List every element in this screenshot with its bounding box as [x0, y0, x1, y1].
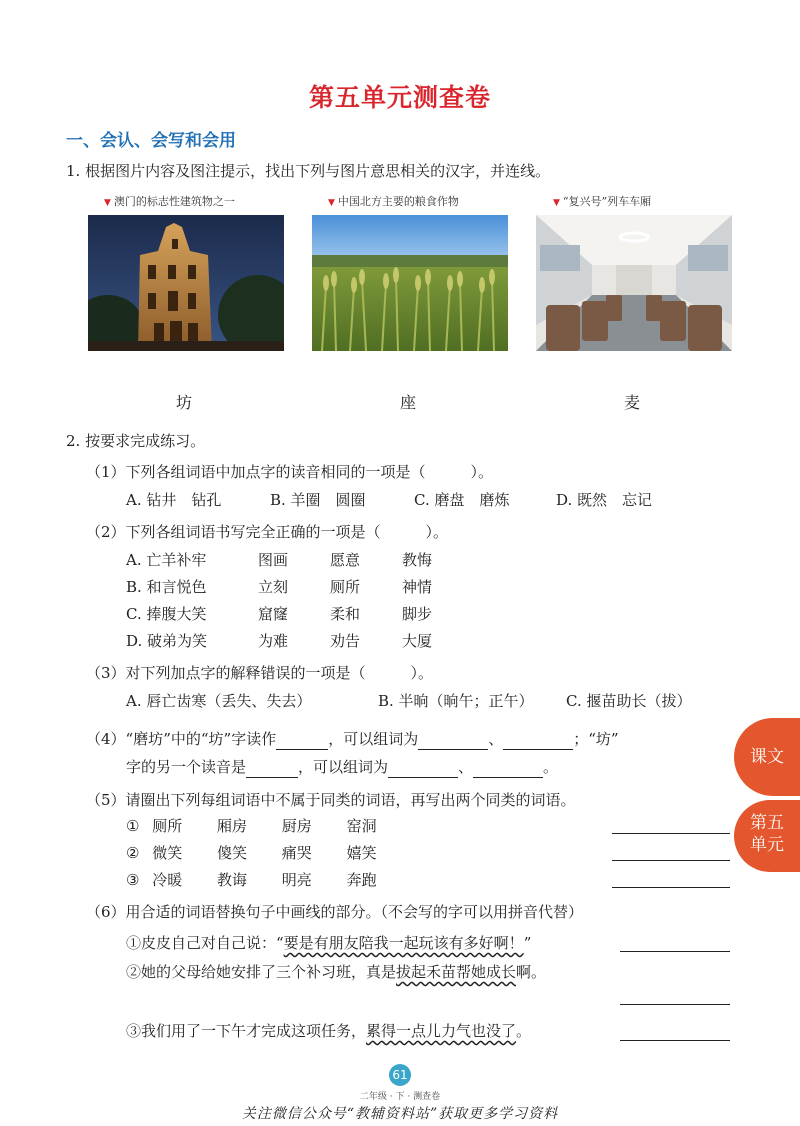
q2-2-row-c-1: C. 捧腹大笑	[126, 605, 207, 623]
q2-2-stem: （2）下列各组词语书写完全正确的一项是（ ）。	[86, 523, 449, 541]
q2-2-row-a-4: 教悔	[402, 551, 433, 569]
q2-5-row-3: ③ 冷暖 教诲 明亮 奔跑	[126, 871, 377, 889]
answer-blank[interactable]	[388, 761, 458, 778]
page-title: 第五单元测查卷	[308, 83, 491, 112]
q2-6-sentence-2: ②她的父母给她安排了三个补习班，真是拔起禾苗帮她成长啊。	[126, 963, 547, 981]
q2-1-option-c: C. 磨盘 磨炼	[414, 491, 510, 509]
answer-line[interactable]	[612, 833, 730, 834]
match-char-3: 麦	[624, 393, 641, 412]
photo-wheat-field	[312, 215, 508, 351]
page-number: 61	[389, 1064, 411, 1086]
q2-6-sentence-3: ③我们用了一下午才完成这项任务，累得一点儿力气也没了。	[126, 1022, 532, 1040]
question-1-text: 1. 根据图片内容及图注提示，找出下列与图片意思相关的汉字，并连线。	[66, 162, 551, 180]
q2-6-sentence-1: ①皮皮自己对自己说：“要是有朋友陪我一起玩该有多好啊！”	[126, 934, 532, 952]
answer-blank[interactable]	[276, 733, 328, 750]
section-heading: 一、会认、会写和会用	[66, 131, 236, 151]
q2-2-row-d-4: 大厦	[402, 632, 433, 650]
question-2-text: 2. 按要求完成练习。	[66, 432, 206, 450]
q2-2-row-c-2: 窟窿	[258, 605, 289, 623]
q2-3-option-c: C. 揠苗助长（拔）	[566, 692, 692, 710]
q2-2-row-a-2: 图画	[258, 551, 289, 569]
q2-2-row-b-1: B. 和言悦色	[126, 578, 207, 596]
q2-2-row-d-1: D. 破弟为笑	[126, 632, 208, 650]
q2-3-option-a: A. 唇亡齿寒（丢失、失去）	[126, 692, 312, 710]
q2-2-row-b-2: 立刻	[258, 578, 289, 596]
photo-train-carriage	[536, 215, 732, 351]
footer-note: 关注微信公众号“教辅资料站”获取更多学习资料	[241, 1106, 559, 1122]
footer-grade: 二年级 · 下 · 测查卷	[359, 1092, 441, 1102]
q2-2-row-c-3: 柔和	[330, 605, 361, 623]
triangle-icon: ▼	[553, 198, 560, 208]
photo-ruins-st-pauls	[88, 215, 284, 351]
answer-line[interactable]	[612, 887, 730, 888]
q2-2-row-b-3: 厕所	[330, 578, 361, 596]
q2-4-line-1: （4）“磨坊”中的“坊”字读作 ，可以组词为 、 ；“坊”	[86, 730, 619, 748]
q2-3-option-b: B. 半晌（晌午；正午）	[378, 692, 534, 710]
caption-1: ▼ 澳门的标志性建筑物之一	[104, 195, 235, 208]
answer-line[interactable]	[612, 860, 730, 861]
q2-4-line-2: 字的另一个读音是 ，可以组词为 、 。	[126, 758, 559, 776]
answer-line[interactable]	[620, 951, 730, 952]
q2-2-row-d-2: 为难	[258, 632, 289, 650]
tab-unit-five[interactable]: 第五 单元	[734, 800, 800, 872]
answer-blank[interactable]	[503, 733, 573, 750]
answer-blank[interactable]	[473, 761, 543, 778]
answer-blank[interactable]	[246, 761, 298, 778]
answer-line[interactable]	[620, 1040, 730, 1041]
answer-line[interactable]	[620, 1004, 730, 1005]
q2-2-row-d-3: 劝告	[330, 632, 361, 650]
q2-2-row-b-4: 神情	[402, 578, 433, 596]
match-char-1: 坊	[176, 393, 193, 412]
q2-2-row-a-1: A. 亡羊补牢	[126, 551, 207, 569]
q2-3-stem: （3）对下列加点字的解释错误的一项是（ ）。	[86, 664, 434, 682]
q2-5-row-1: ① 厕所 厢房 厨房 窑洞	[126, 817, 377, 835]
triangle-icon: ▼	[104, 198, 111, 208]
q2-1-option-a: A. 钻井 钻孔	[126, 491, 222, 509]
q2-1-option-b: B. 羊圈 圆圈	[270, 491, 366, 509]
q2-1-stem: （1）下列各组词语中加点字的读音相同的一项是（ ）。	[86, 463, 494, 481]
caption-3: ▼ “复兴号”列车车厢	[553, 195, 652, 208]
q2-2-row-a-3: 愿意	[330, 551, 361, 569]
triangle-icon: ▼	[328, 198, 335, 208]
tab-lessons[interactable]: 课文	[734, 718, 800, 796]
q2-2-row-c-4: 脚步	[402, 605, 433, 623]
q2-5-row-2: ② 微笑 傻笑 痛哭 嬉笑	[126, 844, 377, 862]
q2-1-option-d: D. 既然 忘记	[556, 491, 653, 509]
q2-6-stem: （6）用合适的词语替换句子中画线的部分。（不会写的字可以用拼音代替）	[86, 903, 584, 921]
caption-2: ▼ 中国北方主要的粮食作物	[328, 195, 459, 208]
answer-blank[interactable]	[418, 733, 488, 750]
q2-5-stem: （5）请圈出下列每组词语中不属于同类的词语，再写出两个同类的词语。	[86, 791, 576, 809]
match-char-2: 座	[400, 393, 417, 412]
